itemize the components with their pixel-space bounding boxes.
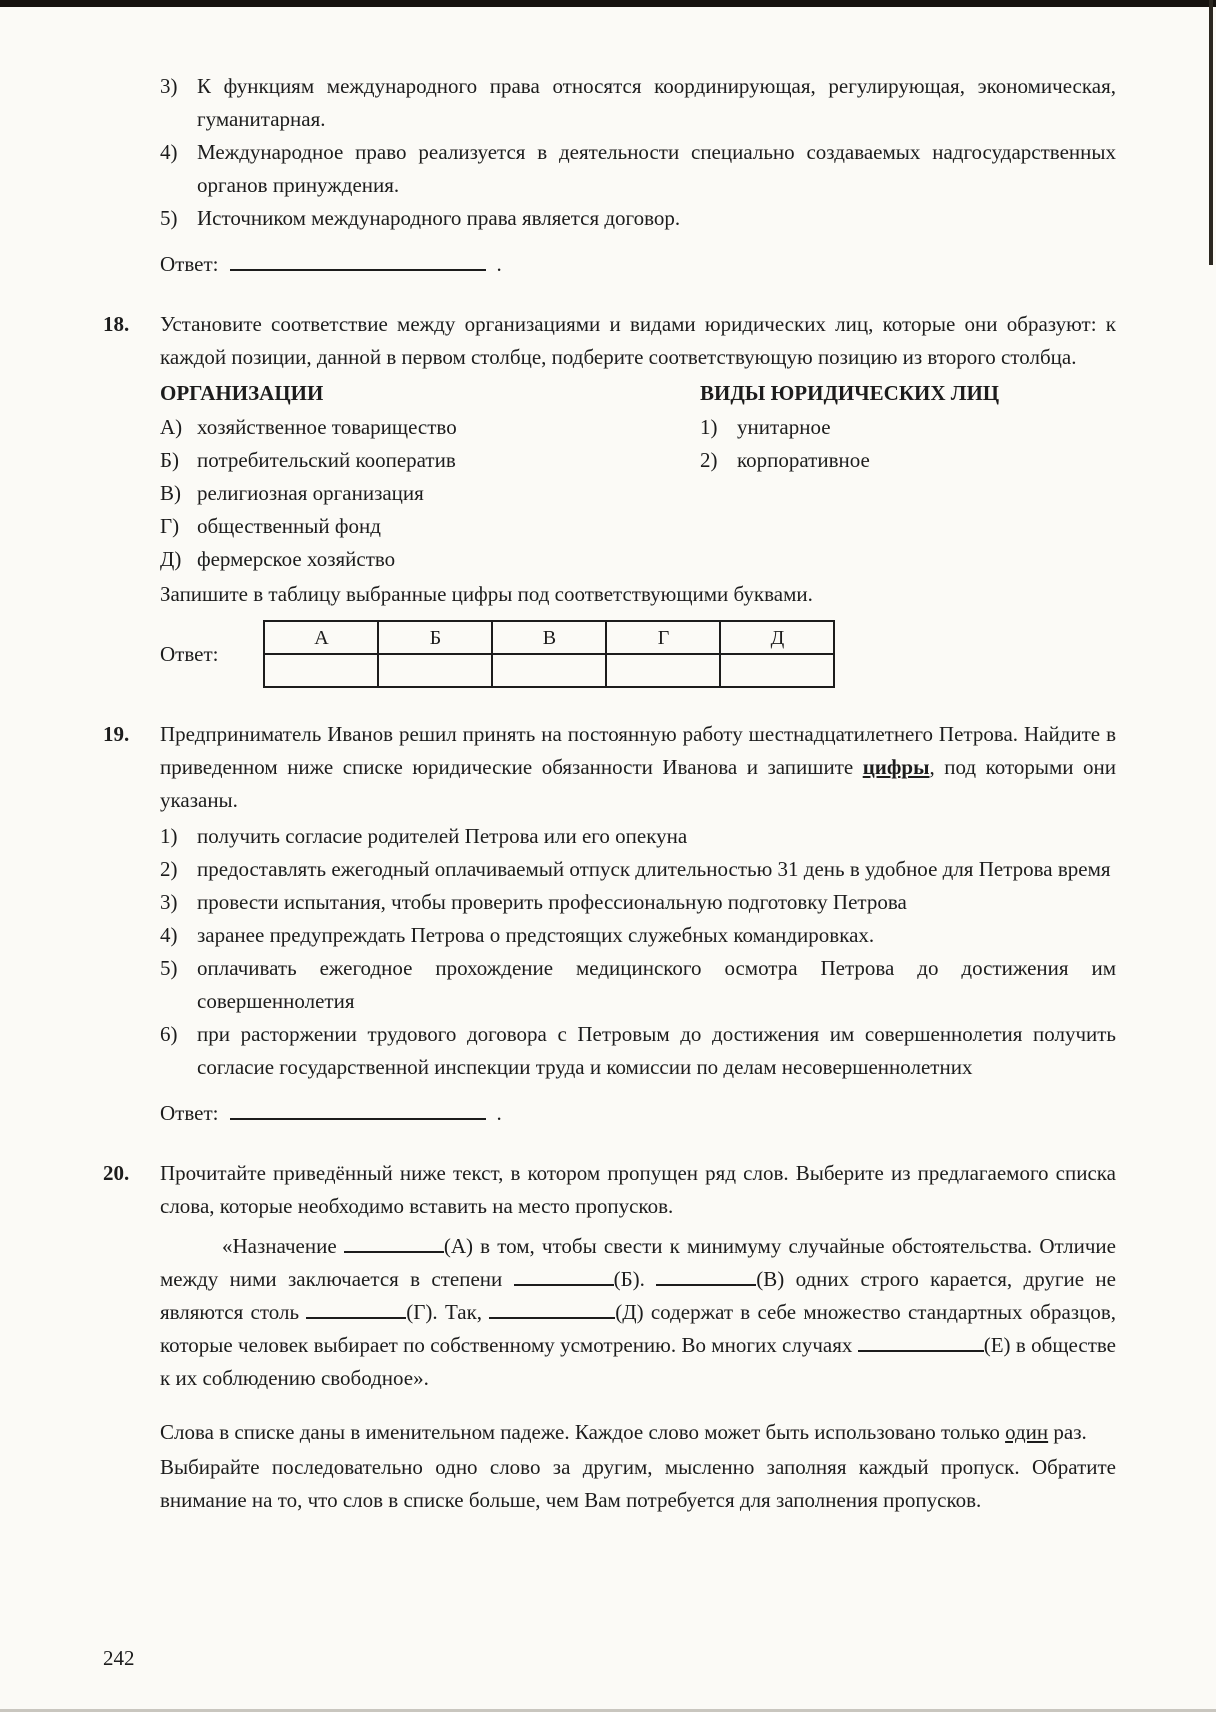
option-number: 2)	[160, 857, 178, 881]
answer-row	[160, 1097, 1116, 1130]
option-item	[160, 202, 1116, 235]
word-list-note	[160, 1416, 1116, 1449]
matching-item	[160, 444, 700, 477]
gap-text-segment: «Назначение	[222, 1234, 344, 1258]
option-item	[160, 919, 1116, 952]
option-number: 5)	[160, 206, 178, 230]
table-instruction: Запишите в таблицу выбранные цифры под соответствующими буквами.	[160, 582, 813, 606]
option-text: оплачивать ежегодное прохождение медицинского осмотра Петрова до достижения им совершеннолетия	[197, 956, 1116, 1013]
item-text: унитарное	[737, 415, 831, 439]
option-number: 6)	[160, 1022, 178, 1046]
item-letter: В)	[160, 481, 181, 505]
question-number: 18.	[103, 312, 130, 336]
option-item	[160, 1018, 1116, 1084]
page-content	[103, 70, 1116, 1517]
answer-table-input-row	[264, 654, 834, 687]
item-letter: Б)	[160, 448, 180, 472]
option-text: Источником международного права является договор.	[197, 206, 681, 230]
answer-table-header-a: А	[264, 621, 378, 654]
item-text: фермерское хозяйство	[197, 547, 396, 571]
options-list	[160, 820, 1116, 1130]
option-text: провести испытания, чтобы проверить профессиональную подготовку Петрова	[197, 890, 907, 914]
question-18	[103, 308, 1116, 688]
question-20	[103, 1157, 1116, 1517]
option-item	[160, 136, 1116, 202]
question-text: Установите соответствие между организациями и видами юридических лиц, которые они образуют: к каждой позиции, данной в первом столбце, подберите соответствующую позицию из второго столбца.	[160, 312, 1116, 369]
gap-label: (Г).	[406, 1300, 445, 1324]
procedure-note: Выбирайте последовательно одно слово за другим, мысленно заполняя каждый пропуск. Обратите внимание на то, что слов в списке больше, чем Вам потребуется для заполнения пропусков.	[160, 1455, 1116, 1512]
gap-label: (Б).	[613, 1267, 657, 1291]
gap-blank-v	[656, 1282, 756, 1286]
gap-text-segment: в обществе к их соблюдению свободное».	[160, 1333, 1116, 1390]
note-text-part: Слова в списке даны в именительном падеже. Каждое слово может быть использовано только	[160, 1420, 1006, 1444]
answer-table-header-d: Д	[720, 621, 834, 654]
scan-edge-right	[1209, 0, 1213, 265]
answer-label: Ответ:	[160, 252, 219, 276]
question-text-part: Предприниматель Иванов решил принять на постоянную работу шестнадцатилетнего Петрова. Найдите в приведенном ниже списке юридические обязанности Иванова и запишите	[160, 722, 1116, 779]
organizations-column	[160, 377, 700, 576]
answer-table-row	[160, 620, 1116, 688]
emphasized-word: один	[1005, 1420, 1049, 1444]
option-text: К функциям международного права относятся координирующая, регулирующая, экономическая, гуманитарная.	[197, 74, 1116, 131]
option-number: 3)	[160, 74, 178, 98]
item-text: хозяйственное товарищество	[197, 415, 457, 439]
emphasized-word: цифры	[862, 755, 930, 779]
question-20-header	[103, 1157, 1116, 1223]
answer-blank-line	[230, 1116, 486, 1120]
scan-edge-top	[0, 0, 1216, 7]
option-number: 1)	[160, 824, 178, 848]
question-19-header	[103, 718, 1116, 817]
answer-label: Ответ:	[160, 1101, 219, 1125]
gap-label: (В)	[756, 1267, 796, 1291]
question-text-part: , под которыми они указаны.	[160, 755, 1116, 812]
gap-text-segment: одних строго карается, другие не являются столь	[160, 1267, 1116, 1324]
gap-text-segment: Так,	[444, 1300, 490, 1324]
answer-period: .	[496, 1101, 502, 1125]
organizations-header: ОРГАНИЗАЦИИ	[160, 381, 324, 405]
item-text: религиозная организация	[197, 481, 424, 505]
option-number: 4)	[160, 140, 178, 164]
gap-text-paragraph	[160, 1230, 1116, 1395]
question-18-header	[103, 308, 1116, 374]
matching-item	[160, 510, 700, 543]
question-17-continuation	[103, 70, 1116, 281]
matching-columns	[160, 377, 1116, 576]
option-number: 3)	[160, 890, 178, 914]
option-item	[160, 853, 1116, 886]
gap-blank-e	[858, 1348, 984, 1352]
answer-table	[263, 620, 835, 688]
option-text: получить согласие родителей Петрова или его опекуна	[197, 824, 688, 848]
options-list	[160, 70, 1116, 281]
entity-types-header: ВИДЫ ЮРИДИЧЕСКИХ ЛИЦ	[700, 381, 1000, 405]
question-text: Прочитайте приведённый ниже текст, в котором пропущен ряд слов. Выберите из предлагаемого списка слова, которые необходимо вставить на место пропусков.	[160, 1161, 1116, 1218]
answer-table-letter-row	[264, 621, 834, 654]
option-text: предоставлять ежегодный оплачиваемый отпуск длительностью 31 день в удобное для Петрова время	[197, 857, 1111, 881]
option-item	[160, 886, 1116, 919]
item-text: общественный фонд	[197, 514, 381, 538]
question-number: 20.	[103, 1161, 130, 1185]
answer-table-cell-g	[606, 654, 720, 687]
answer-table-header-g: Г	[606, 621, 720, 654]
option-number: 5)	[160, 956, 178, 980]
item-text: потребительский кооператив	[197, 448, 456, 472]
question-text	[160, 718, 1116, 817]
page-number: 242	[103, 1646, 135, 1670]
gap-blank-g	[306, 1315, 406, 1319]
matching-item	[160, 477, 700, 510]
answer-table-header-b: Б	[378, 621, 492, 654]
answer-table-header-v: В	[492, 621, 606, 654]
answer-period: .	[496, 252, 502, 276]
item-letter: Г)	[160, 514, 180, 538]
option-text: Международное право реализуется в деятельности специально создаваемых надгосударственных органов принуждения.	[197, 140, 1116, 197]
gap-blank-a	[344, 1249, 444, 1253]
gap-blank-d	[489, 1315, 615, 1319]
gap-label: (Е)	[983, 1333, 1016, 1357]
answer-table-cell-b	[378, 654, 492, 687]
item-text: корпоративное	[737, 448, 870, 472]
matching-item	[700, 444, 1116, 477]
item-digit: 2)	[700, 448, 718, 472]
answer-table-cell-v	[492, 654, 606, 687]
option-item	[160, 820, 1116, 853]
option-text: при расторжении трудового договора с Петровым до достижения им совершеннолетия получить согласие государственной инспекции труда и комиссии по делам несовершеннолетних	[197, 1022, 1116, 1079]
item-letter: Д)	[160, 547, 182, 571]
option-text: заранее предупреждать Петрова о предстоящих служебных командировках.	[197, 923, 875, 947]
option-number: 4)	[160, 923, 178, 947]
matching-item	[160, 543, 700, 576]
question-19	[103, 718, 1116, 1130]
question-number: 19.	[103, 722, 130, 746]
option-item	[160, 952, 1116, 1018]
answer-blank-line	[230, 267, 486, 271]
gap-text-segment: содержат в себе множество стандартных образцов, которые человек выбирает по собственному усмотрению. Во многих случаях	[160, 1300, 1117, 1357]
item-digit: 1)	[700, 415, 718, 439]
item-letter: А)	[160, 415, 183, 439]
answer-label: Ответ:	[160, 641, 219, 666]
gap-label: (Д)	[615, 1300, 651, 1324]
option-item	[160, 70, 1116, 136]
gap-label: (А)	[443, 1234, 481, 1258]
matching-item	[160, 411, 700, 444]
matching-item	[700, 411, 1116, 444]
answer-table-cell-d	[720, 654, 834, 687]
answer-row	[160, 248, 1116, 281]
gap-blank-b	[514, 1282, 614, 1286]
entity-types-column	[700, 377, 1116, 576]
answer-table-cell-a	[264, 654, 378, 687]
gap-text-segment: в том, чтобы свести к минимуму случайные обстоятельства. Отличие между ними заключается в степени	[160, 1234, 1116, 1291]
note-text-part: раз.	[1048, 1420, 1087, 1444]
